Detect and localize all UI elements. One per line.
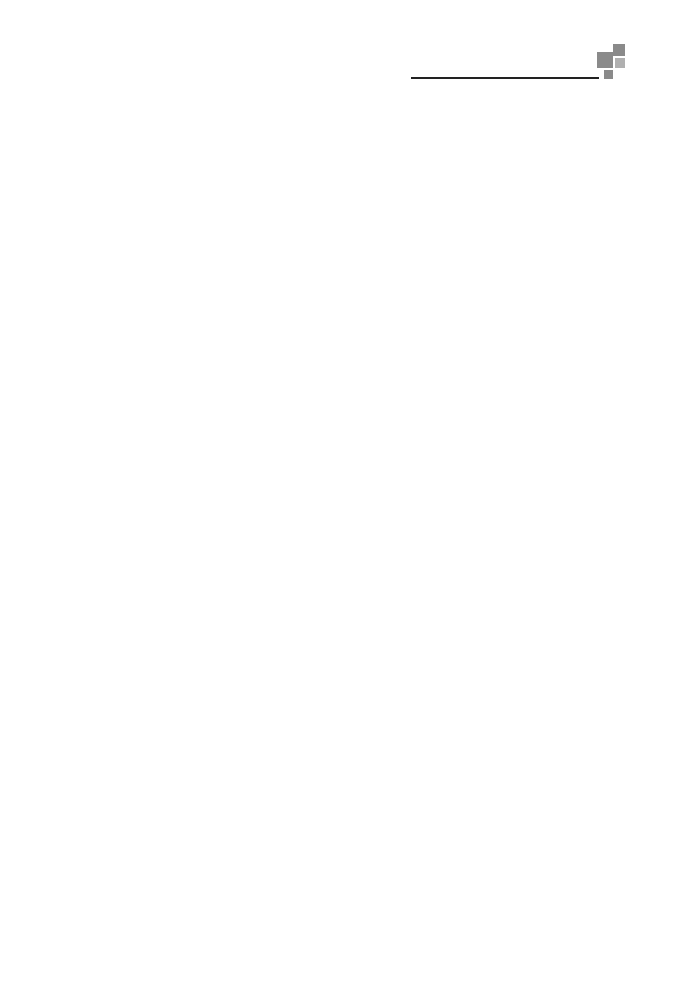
running-header xyxy=(0,44,699,84)
page-content xyxy=(78,86,627,124)
header-rule xyxy=(411,77,599,79)
